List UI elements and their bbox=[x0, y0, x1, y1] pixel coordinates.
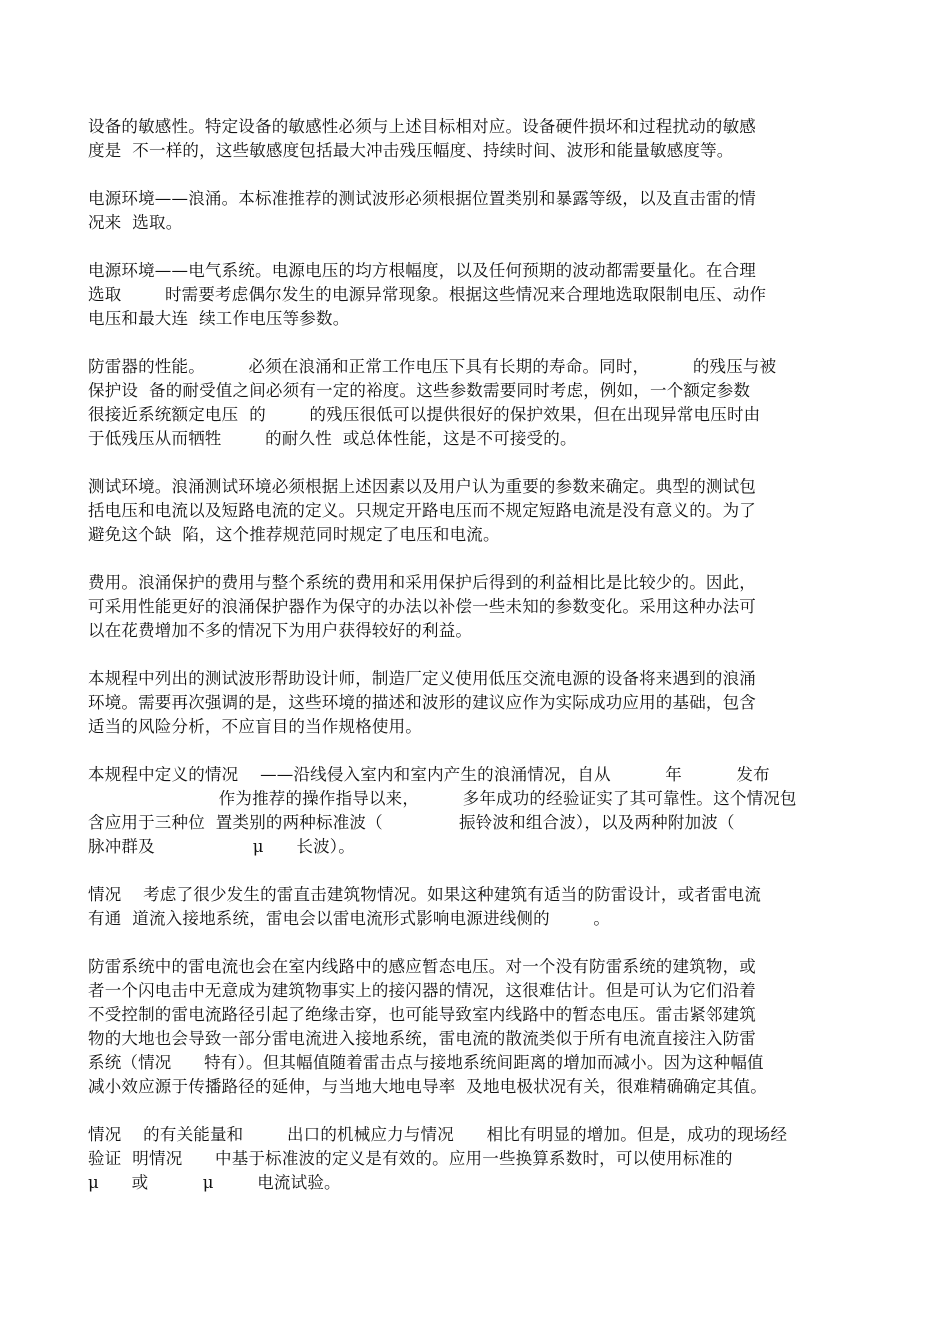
text-line: 费用。浪涌保护的费用与整个系统的费用和采用保护后得到的利益相比是比较少的。因此， bbox=[88, 573, 756, 592]
text-line: 含应用于三种位 置类别的两种标准波（ 振铃波和组合波），以及两种附加波（ bbox=[88, 813, 735, 832]
text-line: 括电压和电流以及短路电流的定义。只规定开路电压而不规定短路电流是没有意义的。为了 bbox=[88, 501, 756, 520]
text-line: 防雷系统中的雷电流也会在室内线路中的感应暂态电压。对一个没有防雷系统的建筑物，或 bbox=[88, 957, 756, 976]
text-line: 况来 选取。 bbox=[88, 213, 183, 232]
text-line: 验证 明情况 中基于标准波的定义是有效的。应用一些换算系数时，可以使用标准的 bbox=[88, 1149, 733, 1168]
text-line: 防雷器的性能。 必须在浪涌和正常工作电压下具有长期的寿命。同时， 的残压与被 bbox=[88, 357, 777, 376]
text-line: 物的大地也会导致一部分雷电流进入接地系统，雷电流的散流类似于所有电流直接注入防雷 bbox=[88, 1029, 756, 1048]
text-line: 电压和最大连 续工作电压等参数。 bbox=[88, 309, 350, 328]
text-line: 于低残压从而牺牲 的耐久性 或总体性能，这是不可接受的。 bbox=[88, 429, 577, 448]
paragraph-test-environment bbox=[88, 475, 858, 547]
text-line: 脉冲群及 μ 长波）。 bbox=[88, 837, 355, 856]
text-line: 设备的敏感性。特定设备的敏感性必须与上述目标相对应。设备硬件损坏和过程扰动的敏感 bbox=[88, 117, 756, 136]
text-line: 度是 不一样的，这些敏感度包括最大冲击残压幅度、持续时间、波形和能量敏感度等。 bbox=[88, 141, 734, 160]
text-line: 系统（情况 特有）。但其幅值随着雷击点与接地系统间距离的增加而减小。因为这种幅值 bbox=[88, 1053, 764, 1072]
text-line: 以在花费增加不多的情况下为用户获得较好的利益。 bbox=[88, 621, 473, 640]
text-line: 本规程中定义的情况 ——沿线侵入室内和室内产生的浪涌情况，自从 年 发布 bbox=[88, 765, 770, 784]
text-line: μ 或 μ 电流试验。 bbox=[88, 1173, 341, 1192]
text-line: 选取 时需要考虑偶尔发生的电源异常现象。根据这些情况来合理地选取限制电压、动作 bbox=[88, 285, 767, 304]
text-line: 很接近系统额定电压 的 的残压很低可以提供很好的保护效果，但在出现异常电压时由 bbox=[88, 405, 761, 424]
text-line: 保护设 备的耐受值之间必须有一定的裕度。这些参数需要同时考虑，例如，一个额定参数 bbox=[88, 381, 751, 400]
paragraph-cost bbox=[88, 571, 858, 643]
text-line: 有通 道流入接地系统，雷电会以雷电流形式影响电源进线侧的 。 bbox=[88, 909, 611, 928]
text-line: 本规程中列出的测试波形帮助设计师，制造厂定义使用低压交流电源的设备将来遇到的浪涌 bbox=[88, 669, 756, 688]
text-line: 电源环境——浪涌。本标准推荐的测试波形必须根据位置类别和暴露等级，以及直击雷的情 bbox=[88, 189, 756, 208]
text-line: 者一个闪电击中无意成为建筑物事实上的接闪器的情况，这很难估计。但是可认为它们沿着 bbox=[88, 981, 756, 1000]
paragraph-test-waveforms bbox=[88, 667, 858, 739]
text-line: 可采用性能更好的浪涌保护器作为保守的办法以补偿一些未知的参数变化。采用这种办法可 bbox=[88, 597, 756, 616]
paragraph-power-surge bbox=[88, 187, 858, 235]
paragraph-equipment-sensitivity bbox=[88, 115, 858, 163]
text-line: 测试环境。浪涌测试环境必须根据上述因素以及用户认为重要的参数来确定。典型的测试包 bbox=[88, 477, 756, 496]
paragraph-arrester-performance bbox=[88, 355, 858, 451]
text-line: 作为推荐的操作指导以来， 多年成功的经验证实了其可靠性。这个情况包 bbox=[88, 789, 797, 808]
paragraph-power-electrical bbox=[88, 259, 858, 331]
text-line: 适当的风险分析，不应盲目的当作规格使用。 bbox=[88, 717, 422, 736]
paragraph-energy-comparison bbox=[88, 1123, 858, 1195]
text-line: 情况 考虑了很少发生的雷直击建筑物情况。如果这种建筑有适当的防雷设计，或者雷电流 bbox=[88, 885, 762, 904]
text-line: 情况 的有关能量和 出口的机械应力与情况 相比有明显的增加。但是，成功的现场经 bbox=[88, 1125, 788, 1144]
text-line: 避免这个缺 陷，这个推荐规范同时规定了电压和电流。 bbox=[88, 525, 500, 544]
text-line: 环境。需要再次强调的是，这些环境的描述和波形的建议应作为实际成功应用的基础，包含 bbox=[88, 693, 756, 712]
paragraph-lightning-current bbox=[88, 955, 858, 1099]
text-line: 不受控制的雷电流路径引起了绝缘击穿，也可能导致室内线路中的暂态电压。雷击紧邻建筑 bbox=[88, 1005, 756, 1024]
text-line: 电源环境——电气系统。电源电压的均方根幅度，以及任何预期的波动都需要量化。在合理 bbox=[88, 261, 756, 280]
text-line: 减小效应源于传播路径的延伸，与当地大地电导率 及地电极状况有关，很难精确确定其值。 bbox=[88, 1077, 767, 1096]
paragraph-defined-situation bbox=[88, 763, 858, 859]
paragraph-direct-strike bbox=[88, 883, 858, 931]
